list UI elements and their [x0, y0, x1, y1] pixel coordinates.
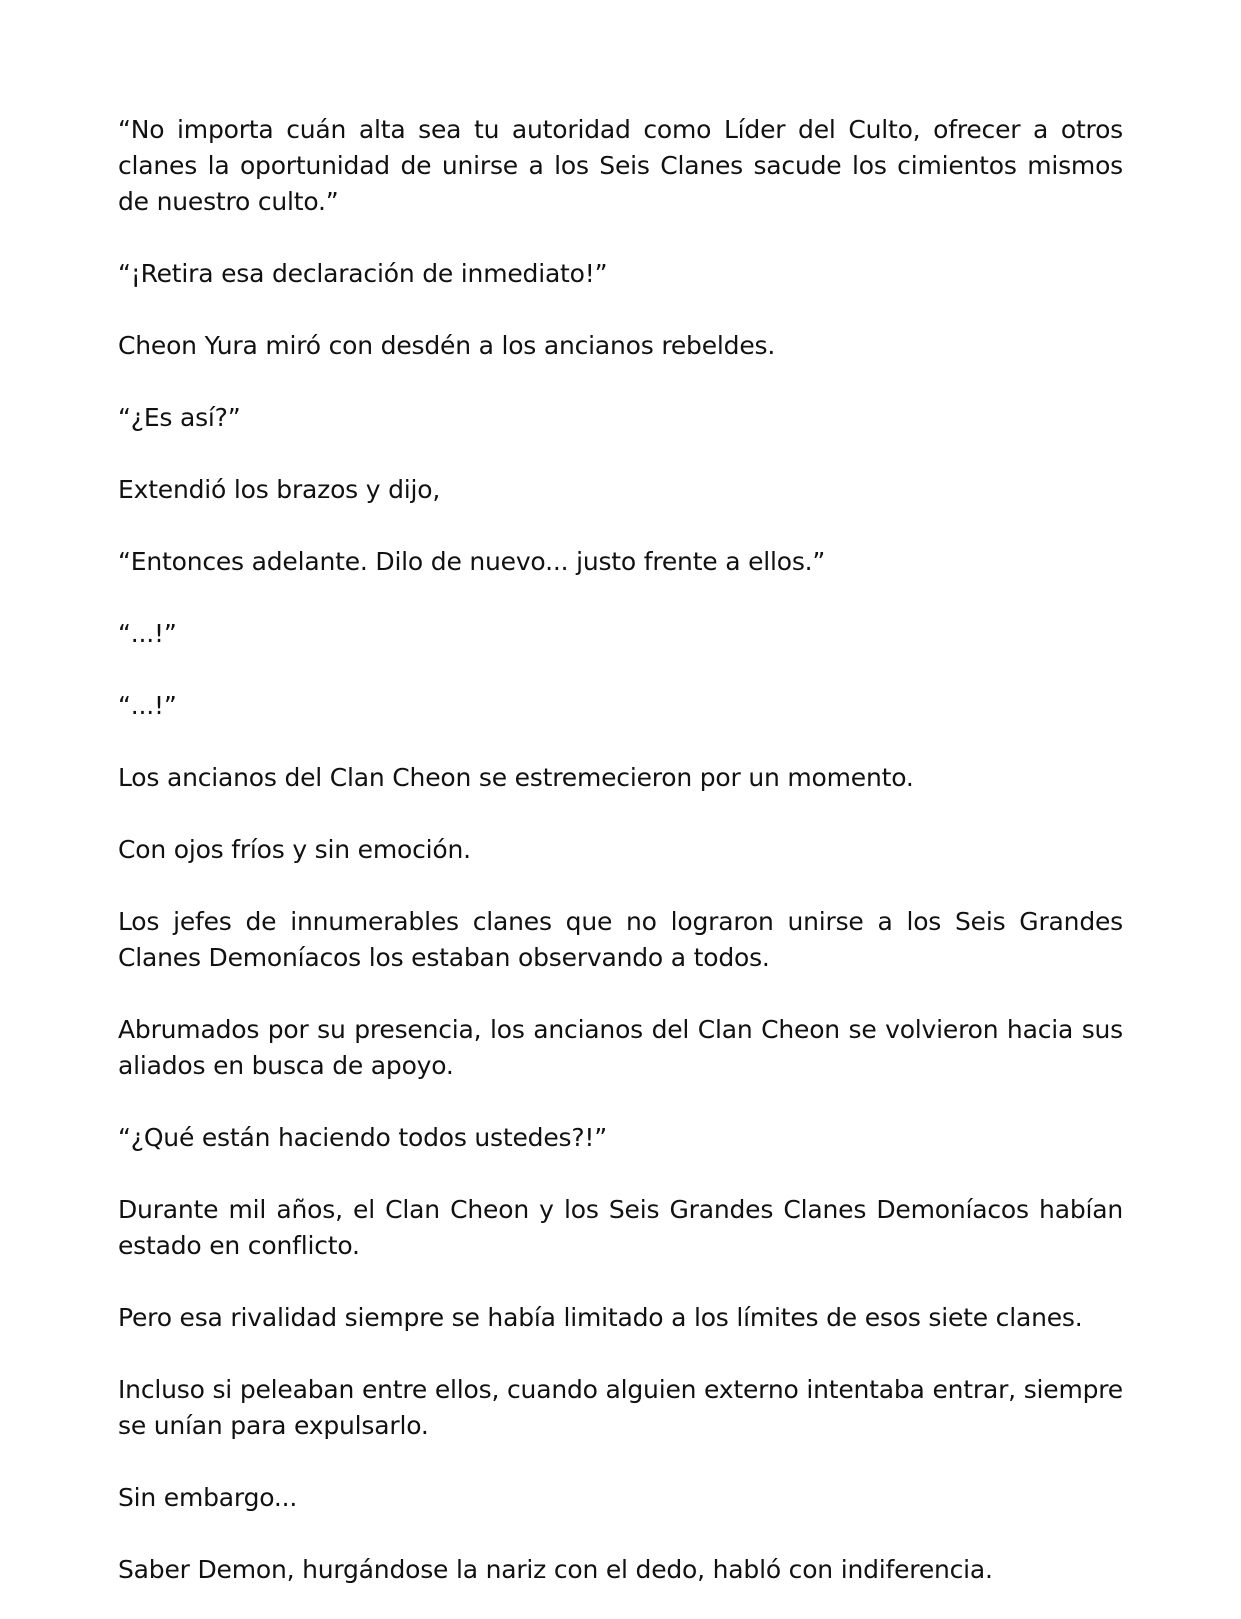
paragraph-2: “¡Retira esa declaración de inmediato!”: [118, 259, 608, 288]
paragraph-1: “No importa cuán alta sea tu autoridad como Líder del Culto, ofrecer a otros clanes la oportunidad de unirse a los Seis Clanes sacude los cimientos mismos de nuestro culto.”: [118, 115, 1123, 216]
paragraph-6: “Entonces adelante. Dilo de nuevo... justo frente a ellos.”: [118, 547, 826, 576]
paragraph-12: Abrumados por su presencia, los ancianos del Clan Cheon se volvieron hacia sus aliados en busca de apoyo.: [118, 1015, 1123, 1080]
paragraph-5: Extendió los brazos y dijo,: [118, 475, 441, 504]
paragraph-10: Con ojos fríos y sin emoción.: [118, 835, 471, 864]
paragraph-17: Sin embargo...: [118, 1483, 298, 1512]
paragraph-18: Saber Demon, hurgándose la nariz con el dedo, habló con indiferencia.: [118, 1555, 993, 1584]
document-page: [118, 112, 1123, 1588]
paragraph-15: Pero esa rivalidad siempre se había limitado a los límites de esos siete clanes.: [118, 1303, 1083, 1332]
paragraph-3: Cheon Yura miró con desdén a los ancianos rebeldes.: [118, 331, 776, 360]
paragraph-9: Los ancianos del Clan Cheon se estremecieron por un momento.: [118, 763, 914, 792]
paragraph-13: “¿Qué están haciendo todos ustedes?!”: [118, 1123, 607, 1152]
paragraph-4: “¿Es así?”: [118, 403, 241, 432]
paragraph-11: Los jefes de innumerables clanes que no lograron unirse a los Seis Grandes Clanes Demoníacos los estaban observando a todos.: [118, 907, 1123, 972]
paragraph-16: Incluso si peleaban entre ellos, cuando alguien externo intentaba entrar, siempre se unían para expulsarlo.: [118, 1375, 1123, 1440]
paragraph-8: “...!”: [118, 691, 177, 720]
paragraph-7: “...!”: [118, 619, 177, 648]
paragraph-14: Durante mil años, el Clan Cheon y los Seis Grandes Clanes Demoníacos habían estado en conflicto.: [118, 1195, 1123, 1260]
